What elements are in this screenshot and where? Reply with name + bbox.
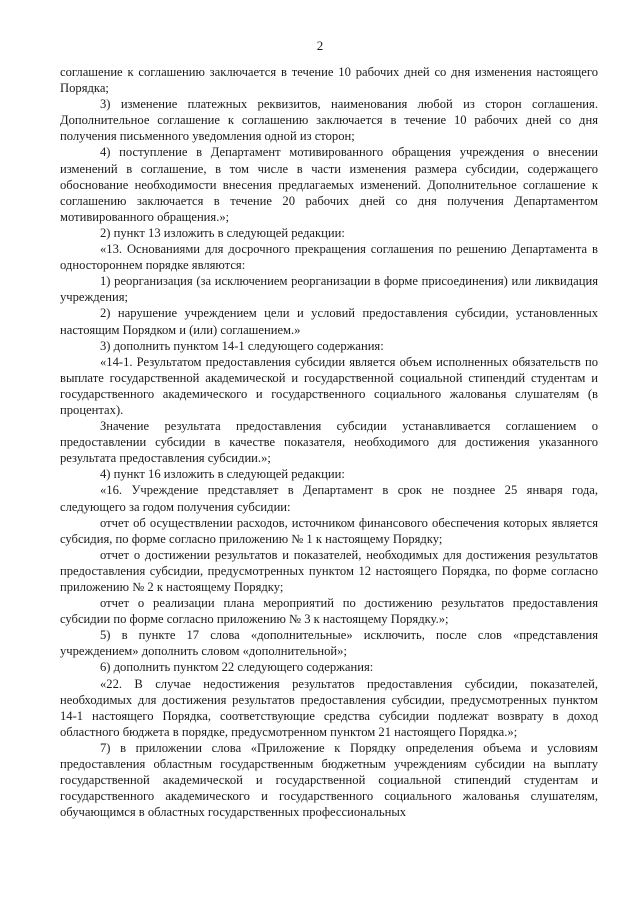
paragraph: отчет о реализации плана мероприятий по достижению результатов предоставления субсидии по форме согласно приложению № 3 к настоящему Порядку.»; <box>60 596 598 627</box>
page-number: 2 <box>316 38 324 53</box>
paragraph: 7) в приложении слова «Приложение к Порядку определения объема и условиям предоставления областным государственным бюджетным учреждениям субсидии на выплату государственной академической и государственной социальной стипендий студентам и государственного академического и государственного социального жалованья слушателям, обучающимся в областных государственных профессиональных <box>60 740 598 820</box>
paragraph: 5) в пункте 17 слова «дополнительные» исключить, после слов «представления учреждением» дополнить словом «дополнительной»; <box>60 628 598 659</box>
paragraph: 4) поступление в Департамент мотивированного обращения учреждения о внесении изменений в соглашение, в том числе в части изменения размера субсидии, содержащего обоснование необходимости внесения предлагаемых изменений. Дополнительное соглашение к соглашению заключается в течение 20 рабочих дней со дня получения Департаментом мотивированного обращения.»; <box>60 145 598 224</box>
paragraph: 6) дополнить пунктом 22 следующего содержания: <box>100 660 374 675</box>
paragraph: 2) пункт 13 изложить в следующей редакции: <box>100 225 345 240</box>
document-body <box>60 64 598 820</box>
paragraph: отчет о достижении результатов и показателей, необходимых для достижения результатов предоставления субсидии, предусмотренных пунктом 12 настоящего Порядка, по форме согласно приложению № 2 к настоящему Порядку; <box>60 547 598 594</box>
paragraph: «14-1. Результатом предоставления субсидии является объем исполненных обязательств по выплате государственной академической и государственной социальной стипендий студентам и государственного академического и государственного социального жалованья слушателям (в процентах). <box>60 354 598 417</box>
paragraph: 3) дополнить пунктом 14-1 следующего содержания: <box>100 338 384 353</box>
paragraph: соглашение к соглашению заключается в течение 10 рабочих дней со дня изменения настоящего Порядка; <box>60 65 598 96</box>
paragraph: 3) изменение платежных реквизитов, наименования любой из сторон соглашения. Дополнительное соглашение к соглашению заключается в течение 10 рабочих дней со дня получения письменного уведомления одной из сторон; <box>60 97 598 144</box>
paragraph: «22. В случае недостижения результатов предоставления субсидии, показателей, необходимых для достижения результатов предоставления субсидии, предусмотренных пунктом 14-1 настоящего Порядка, соответствующие средства субсидии подлежат возврату в доход областного бюджета в порядке, предусмотренном пунктом 21 настоящего Порядка.»; <box>60 676 598 739</box>
paragraph: «16. Учреждение представляет в Департамент в срок не позднее 25 января года, следующего за годом получения субсидии: <box>60 483 598 514</box>
paragraph: «13. Основаниями для досрочного прекращения соглашения по решению Департамента в одностороннем порядке являются: <box>60 242 598 273</box>
paragraph: отчет об осуществлении расходов, источником финансового обеспечения которых является субсидия, по форме согласно приложению № 1 к настоящему Порядку; <box>60 515 598 546</box>
paragraph: 1) реорганизация (за исключением реорганизации в форме присоединения) или ликвидация учреждения; <box>60 274 598 305</box>
paragraph: 2) нарушение учреждением цели и условий предоставления субсидии, установленных настоящим Порядком и (или) соглашением.» <box>60 306 598 337</box>
paragraph: 4) пункт 16 изложить в следующей редакции: <box>100 467 345 482</box>
paragraph: Значение результата предоставления субсидии устанавливается соглашением о предоставлении субсидии в качестве показателя, необходимого для достижения указанного результата предоставления субсидии.»; <box>60 419 598 466</box>
